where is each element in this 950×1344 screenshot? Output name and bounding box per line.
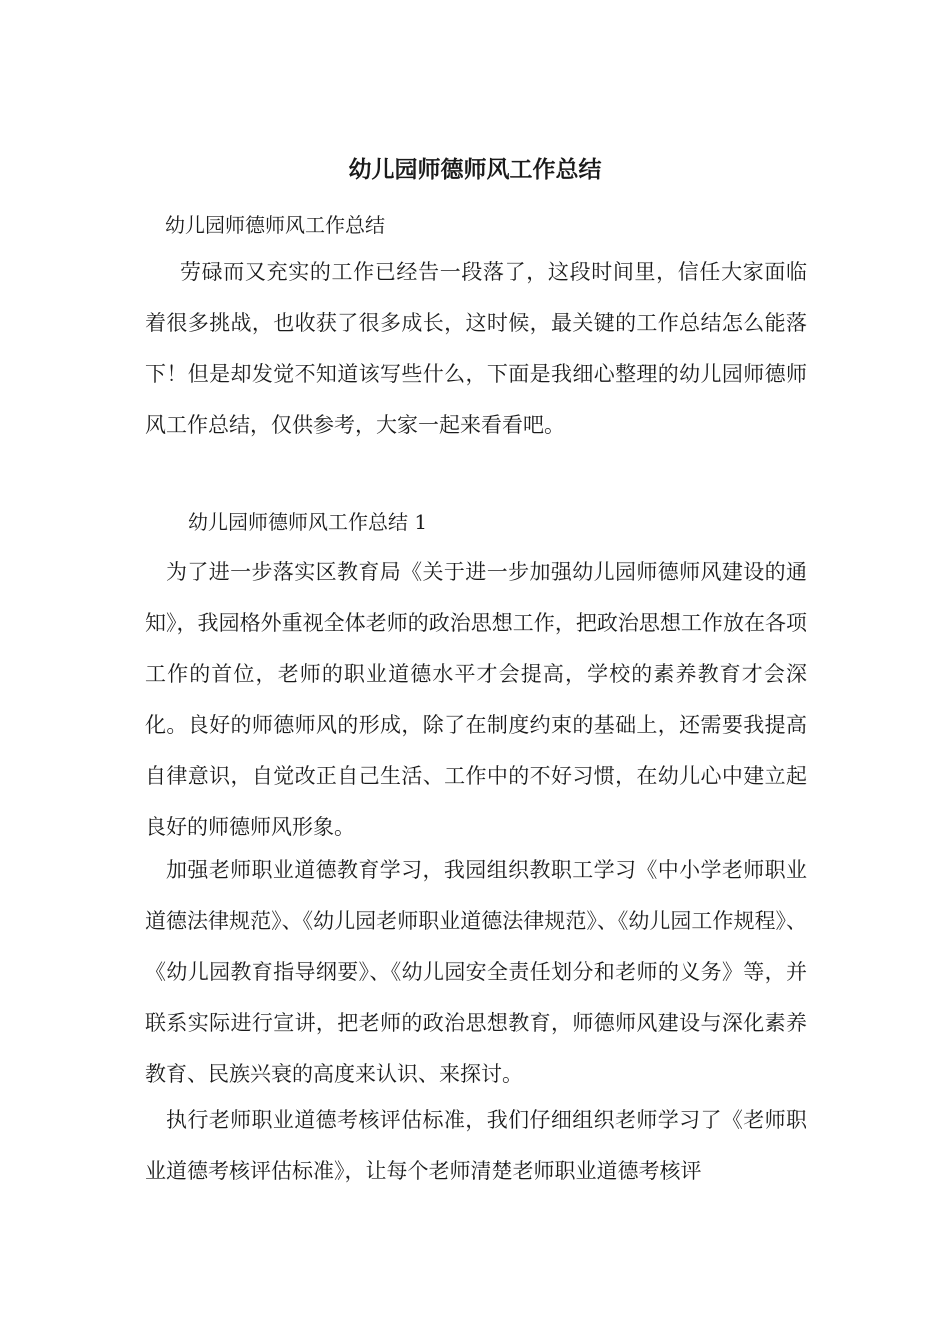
section-heading: 幼儿园师德师风工作总结 1 [188, 510, 428, 534]
document-subtitle: 幼儿园师德师风工作总结 [165, 213, 385, 237]
document-title: 幼儿园师德师风工作总结 [348, 157, 602, 183]
intro-paragraph: 劳碌而又充实的工作已经告一段落了，这段时间里，信任大家面临着很多挑战，也收获了很多成长，这时候，最关键的工作总结怎么能落下！但是却发觉不知道该写些什么，下面是我细心整理的幼儿园师德师风工作总结，仅供参考，大家一起来看看吧。 [145, 260, 807, 437]
body-paragraph-1: 为了进一步落实区教育局《关于进一步加强幼儿园师德师风建设的通知》，我园格外重视全体老师的政治思想工作，把政治思想工作放在各项工作的首位，老师的职业道德水平才会提高，学校的素养教育才会深化。良好的师德师风的形成，除了在制度约束的基础上，还需要我提高自律意识，自觉改正自己生活、工作中的不好习惯，在幼儿心中建立起良好的师德师风形象。 [145, 560, 807, 839]
body-paragraph-2: 加强老师职业道德教育学习，我园组织教职工学习《中小学老师职业道德法律规范》、《幼儿园老师职业道德法律规范》、《幼儿园工作规程》、《幼儿园教育指导纲要》、《幼儿园安全责任划分和老师的义务》等，并联系实际进行宣讲，把老师的政治思想教育，师德师风建设与深化素养教育、民族兴衰的高度来认识、来探讨。 [145, 858, 807, 1086]
body-paragraph-3: 执行老师职业道德考核评估标准，我们仔细组织老师学习了《老师职业道德考核评估标准》，让每个老师清楚老师职业道德考核评 [145, 1108, 807, 1183]
